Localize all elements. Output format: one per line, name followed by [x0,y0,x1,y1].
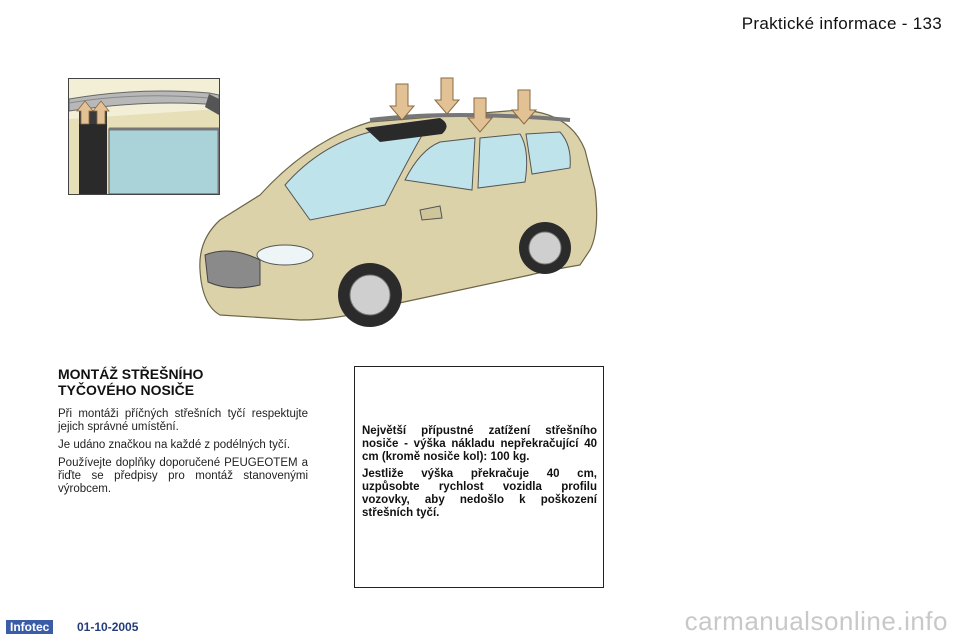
car-front-wheel [338,263,402,327]
section-paragraph: Používejte doplňky doporučené PEUGEOTEM a řiďte se předpisy pro montáž stanovenými výrobcem. [58,457,308,495]
infotec-logo: Infotec [6,620,53,634]
car-illustration [190,70,610,350]
warning-paragraph: Jestliže výška překračuje 40 cm, uzpůsobte rychlost vozidla profilu vozovky, aby nedošlo k poškození střešních tyčí. [362,468,597,519]
load-warning-box [354,366,604,588]
section-title [58,366,308,398]
car-rear-wheel [519,222,571,274]
car-window-quarter [526,132,570,174]
roof-position-arrow-2 [435,78,459,114]
car-window-rear [478,134,527,188]
section-title-line-1: MONTÁŽ STŘEŠNÍHO [58,366,204,382]
section-paragraph: Při montáži příčných střešních tyčí respektujte jejich správné umístění. [58,408,308,433]
section-title-line-2: TYČOVÉHO NOSIČE [58,382,195,398]
section-paragraph: Je udáno značkou na každé z podélných tyčí. [58,439,291,451]
car-roof-rack-drawing [190,70,610,350]
car-grille [205,251,260,288]
car-headlight [257,245,313,265]
warning-paragraph: Největší přípustné zatížení střešního nosiče - výška nákladu nepřekračující 40 cm (kromě nosiče kol): 100 kg. [362,425,597,463]
page-header: Praktické informace - 133 [741,14,942,33]
watermark: carmanualsonline.info [684,606,948,636]
roof-rack-section [58,366,308,501]
footer-date: 01-10-2005 [77,620,139,634]
